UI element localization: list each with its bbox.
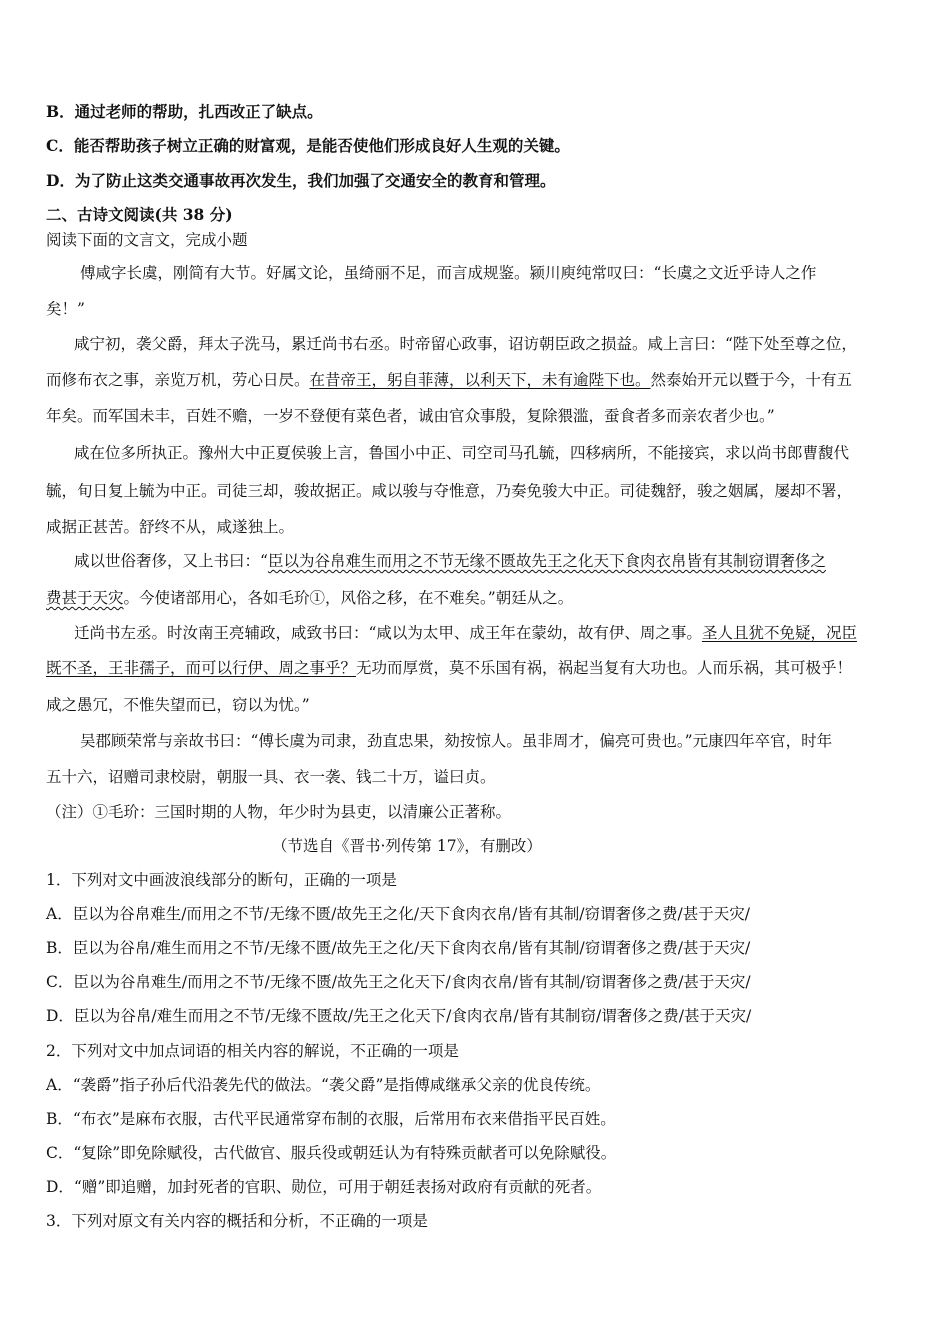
source-citation: （节选自《晋书·列传第 17》，有删改） — [272, 837, 542, 855]
option-d: D．为了防止这类交通事故再次发生，我们加强了交通安全的教育和管理。 — [46, 171, 556, 190]
question-1-option-a: A．臣以为谷帛难生/而用之不节/无缘不匮/故先王之化/天下食肉衣帛/皆有其制/窃谓奢侈之费/甚于天灾/ — [46, 905, 750, 923]
p5-text-after: 无功而厚赏，莫不乐国有祸，祸起当复有大功也。人而乐祸，其可极乎！ — [356, 659, 853, 677]
footnote: （注）①毛玠：三国时期的人物，年少时为县吏，以清廉公正著称。 — [46, 803, 512, 821]
passage-p2-line3: 年矣。而军国未丰，百姓不赡，一岁不登便有菜色者，诚由官众事殷，复除猥滥，蚕食者多而亲农者少也。” — [46, 407, 775, 425]
question-1-option-c: C．臣以为谷帛难生/而用之不节/无缘不匮/故先王之化天下/食肉衣帛/皆有其制/窃谓奢侈之费/甚于天灾/ — [46, 973, 751, 991]
question-1-option-b: B．臣以为谷帛/难生而用之不节/无缘不匮/故先王之化/天下食肉衣帛/皆有其制/窃谓奢侈之费/甚于天灾/ — [46, 939, 751, 957]
passage-p2-line1: 咸宁初，袭父爵，拜太子洗马，累迁尚书右丞。时帝留心政事，诏访朝臣政之损益。咸上言曰：“陛下处至尊之位， — [74, 335, 857, 353]
passage-p1-line2: 矣！” — [46, 300, 85, 318]
question-2-option-a: A．“袭爵”指子孙后代沿袭先代的做法。“袭父爵”是指傅咸继承父亲的优良传统。 — [46, 1076, 601, 1094]
passage-p6-line1: 吴郡顾荣常与亲故书曰：“傅长虞为司隶，劲直忠果，劾按惊人。虽非周才，偏亮可贵也。”元康四年卒官，时年 — [80, 732, 833, 750]
question-2-option-c: C．“复除”即免除赋役，古代做官、服兵役或朝廷认为有特殊贡献者可以免除赋役。 — [46, 1144, 617, 1162]
passage-p3-line2: 毓，旬日复上毓为中正。司徒三却，骏故据正。咸以骏与夺惟意，乃奏免骏大中正。司徒魏舒，骏之姻属，屡却不署， — [46, 482, 853, 500]
p5-text: 迁尚书左丞。时汝南王亮辅政，咸致书曰：“咸以为太甲、成王年在蒙幼，故有伊、周之事。 — [74, 624, 702, 642]
question-2-option-b: B．“布衣”是麻布衣服，古代平民通常穿布制的衣服，后常用布衣来借指平民百姓。 — [46, 1110, 616, 1128]
passage-p5-line1 — [74, 622, 910, 644]
wavy-sentence-part1: 臣以为谷帛难生而用之不节无缘不匮故先王之化天下食肉衣帛皆有其制窃谓奢侈之 — [267, 552, 826, 570]
question-1: 1．下列对文中画波浪线部分的断句，正确的一项是 — [46, 871, 397, 889]
passage-p1-line1: 傅咸字长虞，刚简有大节。好属文论，虽绮丽不足，而言成规鉴。颍川庾纯常叹曰：“长虞之文近乎诗人之作 — [80, 264, 817, 282]
section-heading: 二、古诗文阅读(共 38 分) — [46, 205, 233, 224]
passage-p3-line3: 咸据正甚苦。舒终不从，咸遂独上。 — [46, 518, 295, 536]
option-c: C．能否帮助孩子树立正确的财富观，是能否使他们形成良好人生观的关键。 — [46, 136, 570, 155]
p4-text: 咸以世俗奢侈，又上书曰：“ — [74, 552, 268, 570]
passage-p3-line1: 咸在位多所执正。豫州大中正夏侯骏上言，鲁国小中正、司空司马孔毓，四移病所，不能接宾，求以尚书郎曹馥代 — [74, 444, 850, 462]
question-1-option-d: D．臣以为谷帛/难生而用之不节/无缘不匮故/先王之化天下/食肉衣帛/皆有其制窃/谓奢侈之费/甚于天灾/ — [46, 1007, 752, 1025]
underlined-sentence-2a: 圣人且犹不免疑，况臣 — [701, 624, 857, 642]
wavy-sentence-part2: 费甚于天灾 — [46, 589, 124, 607]
option-b: B．通过老师的帮助，扎西改正了缺点。 — [46, 102, 323, 121]
question-3: 3．下列对原文有关内容的概括和分析，不正确的一项是 — [46, 1212, 428, 1230]
underlined-sentence-1: 在昔帝王，躬自菲薄，以利天下，未有逾陛下也。 — [309, 371, 651, 389]
p2-text-after: 然泰始开元以暨于今，十有五 — [650, 371, 853, 389]
passage-p6-line2: 五十六，诏赠司隶校尉，朝服一具、衣一袭、钱二十万，谥曰贞。 — [46, 768, 496, 786]
instruction: 阅读下面的文言文，完成小题 — [46, 231, 248, 249]
p2-text: 而修布衣之事，亲览万机，劳心日昃。 — [46, 371, 310, 389]
passage-p5-line2 — [46, 657, 910, 679]
passage-p4-line2 — [46, 587, 910, 609]
underlined-sentence-2b: 既不圣，王非孺子，而可以行伊、周之事乎？ — [46, 659, 357, 677]
passage-p5-line3: 咸之愚冗，不惟失望而已，窃以为忧。” — [46, 696, 310, 714]
question-2: 2．下列对文中加点词语的相关内容的解说，不正确的一项是 — [46, 1042, 459, 1060]
passage-p4-line1 — [74, 550, 910, 572]
passage-p2-line2 — [46, 369, 910, 391]
p4-text-after: 。今使诸部用心，各如毛玠①，风俗之移，在不难矣。”朝廷从之。 — [123, 589, 574, 607]
question-2-option-d: D．“赠”即追赠，加封死者的官职、勋位，可用于朝廷表扬对政府有贡献的死者。 — [46, 1178, 602, 1196]
